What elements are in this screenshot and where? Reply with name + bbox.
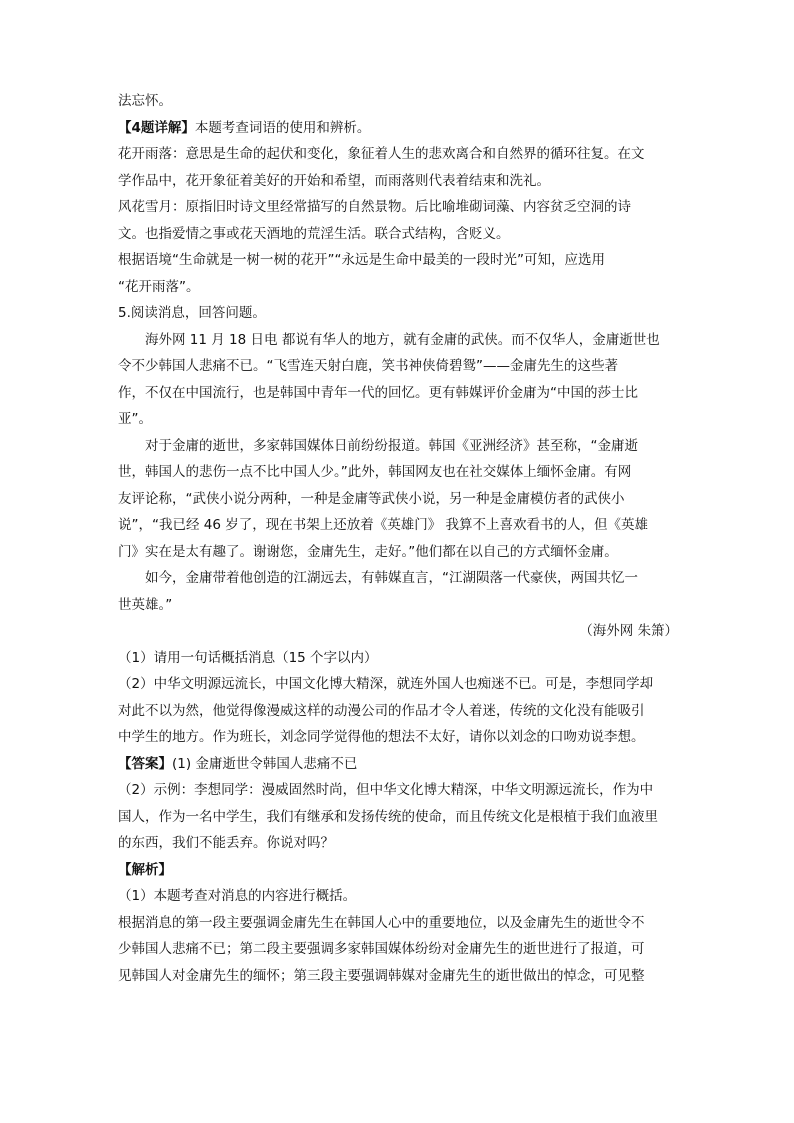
line-text: 中学生的地方。作为班长，刘念同学觉得他的想法不太好，请你以刘念的口吻劝说李想。	[118, 729, 645, 745]
line-text: 的东西，我们不能丢弃。你说对吗？	[118, 835, 334, 851]
line-text: 文。也指爱情之事或花天酒地的荒淫生活。联合式结构，含贬义。	[118, 225, 510, 242]
text-line	[118, 194, 678, 221]
text-line	[118, 486, 678, 513]
line-text: 见韩国人对金庸先生的缅怀；第三段主要强调韩媒对金庸先生的逝世做出的悼念，可见整	[118, 967, 645, 984]
line-text: 令不少韩国人悲痛不已。“飞雪连天射白鹿，笑书神侠倚碧鸳”——金庸先生的这些著	[118, 358, 618, 374]
line-text: 亚”。	[118, 411, 152, 427]
line-text: 本题考查词语的使用和辨析。	[194, 119, 371, 136]
text-line	[118, 618, 678, 645]
text-line	[118, 300, 678, 327]
text-line	[118, 327, 678, 354]
text-line	[118, 910, 678, 937]
line-text: 世英雄。”	[118, 596, 173, 613]
line-text: （海外网 朱箫）	[579, 623, 678, 639]
text-line	[118, 671, 678, 698]
line-text: 国人，作为一名中学生，我们有继承和发扬传统的使命，而且传统文化是根植于我们血液里	[118, 808, 658, 825]
line-text: 根据语境“生命就是一树一树的花开”“永远是生命中最美的一段时光”可知，应选用	[118, 252, 605, 268]
line-text: 世，韩国人的悲伤一点不比中国人少。”此外，韩国网友也在社交媒体上缅怀金庸。有网	[118, 464, 632, 480]
line-text: 学作品中，花开象征着美好的开始和希望，而雨落则代表着结束和洗礼。	[118, 172, 550, 189]
text-line	[118, 247, 678, 274]
text-line	[118, 115, 678, 142]
text-line	[118, 221, 678, 248]
text-line	[118, 539, 678, 566]
text-line	[118, 777, 678, 804]
section-label: 【答案】	[118, 755, 172, 772]
text-line	[118, 433, 678, 460]
text-line	[118, 883, 678, 910]
text-line	[118, 936, 678, 963]
line-text: 作，不仅在中国流行，也是韩国中青年一代的回忆。更有韩媒评价金庸为“中国的莎士比	[118, 384, 638, 401]
line-text: 海外网 11 月 18 日电 都说有华人的地方，就有金庸的武侠。而不仅华人，金庸逝世也	[145, 331, 660, 348]
line-text: （1）本题考查对消息的内容进行概括。	[118, 888, 357, 904]
line-text: 说”，“我已经 46 岁了，现在书架上还放着《英雄门》 我算不上喜欢看书的人，但《英雄	[118, 517, 649, 533]
text-line	[118, 963, 678, 990]
line-text: 法忘怀。	[118, 93, 172, 109]
text-line	[118, 380, 678, 407]
text-line	[118, 274, 678, 301]
line-text: 友评论称，“武侠小说分两种，一种是金庸等武侠小说，另一种是金庸模仿者的武侠小	[118, 490, 625, 507]
text-line	[118, 698, 678, 725]
text-line	[118, 751, 678, 778]
line-text: 如今，金庸带着他创造的江湖远去，有韩媒直言，“江湖陨落一代豪侠，两国共忆一	[145, 570, 638, 586]
line-text: “花开雨落”。	[118, 278, 200, 295]
text-line	[118, 459, 678, 486]
text-line	[118, 168, 678, 195]
line-text: （1）请用一句话概括消息（15 个字以内）	[118, 649, 378, 666]
document-page	[118, 88, 678, 989]
text-line	[118, 88, 678, 115]
text-line	[118, 724, 678, 751]
text-line	[118, 406, 678, 433]
line-text: （2）中华文明源远流长，中国文化博大精深，就连外国人也痴迷不已。可是，李想同学却	[118, 676, 654, 692]
line-text: （2）示例：李想同学：漫威固然时尚，但中华文化博大精深，中华文明源远流长，作为中	[118, 782, 654, 798]
line-text: 门》实在是太有趣了。谢谢您，金庸先生，走好。”他们都在以自己的方式缅怀金庸。	[118, 543, 618, 560]
line-text: 少韩国人悲痛不已；第二段主要强调多家韩国媒体纷纷对金庸先生的逝世进行了报道，可	[118, 941, 645, 957]
section-label: 【解析】	[118, 861, 172, 878]
line-text: 对于金庸的逝世，多家韩国媒体日前纷纷报道。韩国《亚洲经济》甚至称，“金庸逝	[145, 437, 638, 454]
text-line	[118, 857, 678, 884]
text-line	[118, 645, 678, 672]
text-line	[118, 353, 678, 380]
line-text: 根据消息的第一段主要强调金庸先生在韩国人心中的重要地位，以及金庸先生的逝世令不	[118, 914, 645, 931]
line-text: 花开雨落：意思是生命的起伏和变化，象征着人生的悲欢离合和自然界的循环往复。在文	[118, 146, 645, 162]
section-label: 【4题详解】	[118, 119, 195, 136]
line-text: (1) 金庸逝世令韩国人悲痛不已	[172, 755, 358, 772]
line-text: 对此不以为然，他觉得像漫威这样的动漫公司的作品才令人着迷，传统的文化没有能吸引	[118, 702, 645, 719]
text-line	[118, 592, 678, 619]
text-line	[118, 141, 678, 168]
text-line	[118, 512, 678, 539]
text-line	[118, 565, 678, 592]
text-line	[118, 804, 678, 831]
line-text: 5.阅读消息，回答问题。	[118, 305, 266, 321]
text-line	[118, 830, 678, 857]
line-text: 风花雪月：原指旧时诗文里经常描写的自然景物。后比喻堆砌词藻、内容贫乏空洞的诗	[118, 199, 631, 215]
